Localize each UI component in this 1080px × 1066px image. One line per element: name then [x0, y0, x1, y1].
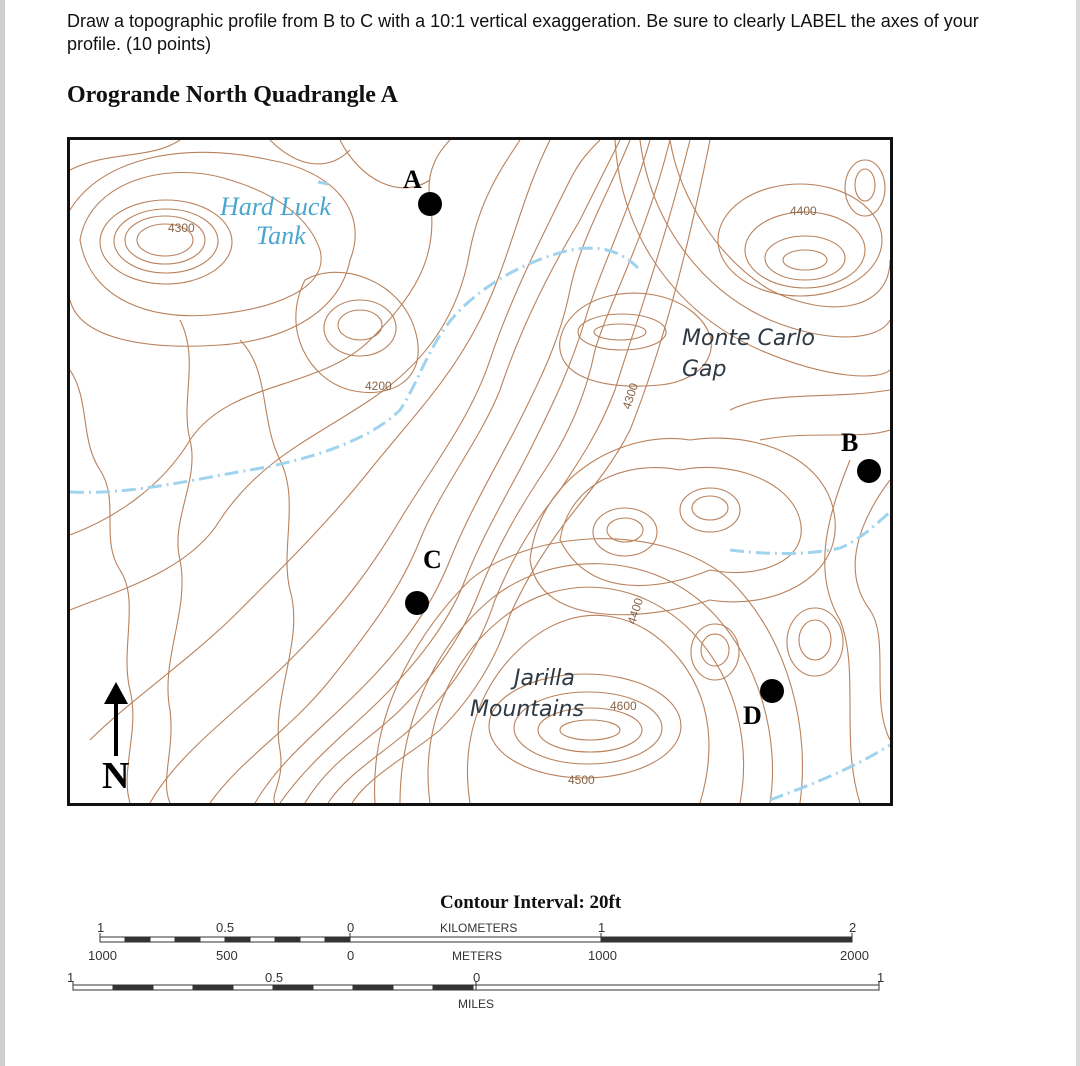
mi-unit-label: MILES [458, 997, 495, 1011]
contour-label-4600: 4600 [610, 699, 637, 713]
km-one-label: 1 [598, 920, 606, 935]
km-zero-label: 0 [347, 920, 355, 935]
m-half-label: 500 [216, 948, 238, 963]
label-gap: Gap [682, 357, 727, 382]
km-two-label: 2 [849, 920, 857, 935]
mi-left-label: 1 [67, 970, 75, 985]
map-title: Orogrande North Quadrangle A [67, 82, 398, 108]
label-jarilla: Jarilla [514, 666, 575, 691]
label-tank: Tank [256, 221, 306, 250]
kilometer-scale [97, 920, 856, 935]
contour-interval: Contour Interval: 20ft [440, 892, 622, 913]
mile-bar [73, 981, 879, 990]
m-two-label: 2000 [840, 948, 869, 963]
point-d-label: D [743, 701, 762, 730]
mi-half-label: 0.5 [265, 970, 284, 985]
point-c-label: C [423, 545, 442, 574]
meter-scale [88, 948, 869, 963]
km-left-label: 1 [97, 920, 105, 935]
contour-label-4200: 4200 [365, 379, 392, 393]
north-label: N [102, 755, 130, 797]
contour-label-4400-south: 4400 [624, 596, 647, 626]
mi-zero-label: 0 [473, 970, 481, 985]
m-zero-label: 0 [347, 948, 355, 963]
point-a-label: A [403, 165, 422, 194]
m-one-label: 1000 [588, 948, 617, 963]
instructions-text: Draw a topographic profile from B to C with a 10:1 vertical exaggeration. Be sure to clearly LABEL the axes of your profile. (10 points) [67, 11, 979, 54]
contour-label-4500: 4500 [568, 773, 595, 787]
km-unit-label: KILOMETERS [440, 921, 518, 935]
label-hard-luck: Hard Luck [220, 192, 331, 221]
m-unit-label: METERS [452, 949, 503, 963]
m-left-label: 1000 [88, 948, 117, 963]
label-monte-carlo: Monte Carlo [682, 326, 815, 351]
km-half-label: 0.5 [216, 920, 235, 935]
contour-label-4300-center: 4300 [619, 381, 642, 411]
contour-label-4400-northeast: 4400 [790, 204, 817, 218]
contour-label-4300-west: 4300 [168, 221, 195, 235]
point-b-label: B [841, 428, 859, 457]
mi-one-label: 1 [877, 970, 885, 985]
label-mountains: Mountains [470, 697, 584, 722]
